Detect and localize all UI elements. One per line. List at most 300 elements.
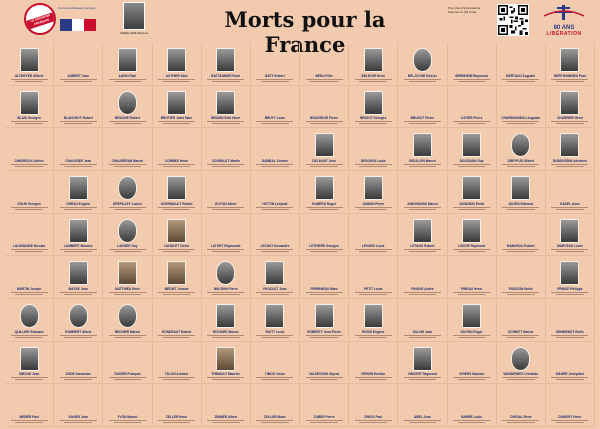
soldier-details <box>154 419 200 424</box>
memorial-card <box>349 171 398 214</box>
soldier-details <box>6 120 52 125</box>
soldier-details <box>399 419 445 424</box>
memorial-card <box>251 299 300 342</box>
soldier-details <box>104 120 150 125</box>
portrait-photo <box>364 304 383 328</box>
soldier-details <box>154 78 200 83</box>
soldier-details <box>6 163 52 168</box>
soldier-name: TIMOS Victor <box>264 372 285 377</box>
memorial-card <box>202 86 251 129</box>
soldier-details <box>55 248 101 253</box>
memorial-card <box>202 43 251 86</box>
soldier-name: AUTHIER Abel <box>165 73 188 78</box>
soldier-details <box>449 120 495 125</box>
soldier-details <box>104 291 150 296</box>
memorial-card <box>546 128 595 171</box>
soldier-details <box>203 419 249 424</box>
portrait-photo <box>560 261 579 285</box>
memorial-card <box>103 43 152 86</box>
soldier-name: ZIMMER Albert <box>214 415 238 419</box>
committee-name: Comité de Messein Ceintrey <box>58 6 96 10</box>
memorial-card <box>153 86 202 129</box>
soldier-details <box>498 206 544 211</box>
memorial-card <box>103 299 152 342</box>
soldier-details <box>104 248 150 253</box>
memorial-card <box>546 171 595 214</box>
soldier-details <box>6 206 52 211</box>
soldier-details <box>498 291 544 296</box>
soldier-details <box>399 78 445 83</box>
soldier-name: VINCENT Raymond <box>407 372 438 377</box>
soldier-details <box>55 419 101 424</box>
soldier-details <box>399 291 445 296</box>
soldier-name: ROBERTY Jean-Pierre <box>307 329 341 334</box>
soldier-name: JUZANSKI Émile <box>458 201 485 206</box>
soldier-details <box>399 206 445 211</box>
memorial-card <box>103 384 152 427</box>
portrait-photo <box>265 261 284 285</box>
soldier-name: DELAVAIT Jean <box>312 159 336 163</box>
soldier-name: JUNGHANNS Marcel <box>406 201 438 206</box>
memorial-card <box>251 171 300 214</box>
memorial-card <box>251 256 300 299</box>
memorial-card <box>202 128 251 171</box>
soldier-name: PERRINEAU Marc <box>310 287 338 291</box>
soldier-name: TALON Antoine <box>164 372 189 377</box>
soldier-name: LAMBERT Maurice <box>63 244 93 249</box>
soldier-name: RAMBERT Albert <box>65 329 92 334</box>
soldier-details <box>104 163 150 168</box>
portrait-photo <box>118 219 137 243</box>
soldier-name: SODE Alexandre <box>65 372 91 377</box>
soldier-name: MATTHIEU René <box>114 287 140 291</box>
soldier-details <box>399 120 445 125</box>
soldier-name: PAGOULT Jean <box>263 287 287 291</box>
soldier-details <box>252 419 298 424</box>
soldier-name: BLANCHOT Robert <box>63 116 93 121</box>
soldier-details <box>350 376 396 381</box>
memorial-card <box>398 299 447 342</box>
soldier-details <box>301 419 347 424</box>
soldier-details <box>547 120 593 125</box>
soldier-details <box>301 206 347 211</box>
soldier-details <box>547 163 593 168</box>
soldier-name: VERDIN Emilien <box>361 372 386 377</box>
portrait-photo <box>413 133 432 157</box>
memorial-card <box>153 256 202 299</box>
portrait-photo <box>462 176 481 200</box>
soldier-details <box>203 163 249 168</box>
portrait-photo <box>462 133 481 157</box>
soldier-details <box>547 376 593 381</box>
soldier-details <box>55 120 101 125</box>
soldier-name: SIBOUD Jean <box>18 372 40 377</box>
memorial-card <box>497 384 546 427</box>
portrait-photo <box>167 48 186 72</box>
soldier-details <box>301 334 347 339</box>
soldier-details <box>6 419 52 424</box>
soldier-name: GRÉAU Eugène <box>66 201 91 206</box>
portrait-photo <box>413 48 432 72</box>
memorial-card <box>202 299 251 342</box>
memorial-card <box>497 86 546 129</box>
portrait-photo <box>20 347 39 371</box>
memorial-card <box>448 384 497 427</box>
soldier-name: LEVARD Louis <box>362 244 385 249</box>
memorial-card <box>300 256 349 299</box>
soldier-name: DESOUFA Louis <box>360 159 386 163</box>
soldier-name: TASSER François <box>113 372 141 377</box>
memorial-card <box>349 128 398 171</box>
memorial-card <box>448 86 497 129</box>
soldier-name: BRUYT Louis <box>264 116 286 121</box>
soldier-details <box>301 120 347 125</box>
memorial-card <box>300 171 349 214</box>
portrait-photo <box>167 261 186 285</box>
soldier-name: GUYON Albert <box>214 201 237 206</box>
memorial-card <box>448 128 497 171</box>
portrait-photo <box>216 304 235 328</box>
soldier-details <box>203 376 249 381</box>
soldier-details <box>203 248 249 253</box>
portrait-photo <box>560 48 579 72</box>
memorial-card <box>54 86 103 129</box>
french-flag-icon <box>60 18 96 30</box>
portrait-photo <box>118 176 137 200</box>
memorial-card <box>497 171 546 214</box>
memorial-card <box>5 384 54 427</box>
soldier-details <box>252 78 298 83</box>
memorial-card <box>202 384 251 427</box>
memorial-card <box>546 384 595 427</box>
soldier-name: COURAULT Martin <box>211 159 240 163</box>
soldier-name: CHARROUX Adrien <box>14 159 44 163</box>
memorial-card <box>251 214 300 257</box>
soldier-name: BRIGOT Georges <box>360 116 387 121</box>
soldier-name: DAMBAL Jérôme <box>261 159 288 163</box>
soldier-name: AUDIN Paul <box>118 73 137 78</box>
memorial-grid <box>5 43 595 427</box>
soldier-name: MARTIN Joseph <box>16 287 42 291</box>
soldier-name: LANGER Guy <box>117 244 138 249</box>
soldier-name: GUERINAULT Robert <box>160 201 193 206</box>
memorial-card <box>202 171 251 214</box>
portrait-photo <box>413 347 432 371</box>
soldier-name: CHARBONNEAU Auguste <box>501 116 541 121</box>
soldier-details <box>203 120 249 125</box>
memorial-card <box>546 342 595 385</box>
soldier-name: WEBER Paul <box>19 415 39 419</box>
soldier-details <box>252 206 298 211</box>
soldier-details <box>498 163 544 168</box>
soldier-details <box>6 291 52 296</box>
memorial-card <box>497 214 546 257</box>
memorial-card <box>349 214 398 257</box>
soldier-name: MEDIET Jeanne <box>164 287 189 291</box>
soldier-name: BERTAUD Auguste <box>506 73 536 78</box>
cross-of-lorraine-icon <box>540 4 588 20</box>
memorial-card <box>153 384 202 427</box>
soldier-name: SCHMITT Marcel <box>508 329 534 334</box>
soldier-name: RIOTT Louis <box>265 329 285 334</box>
soldier-name: BLAIS Georges <box>17 116 41 121</box>
soldier-name: YVON Marcel <box>117 415 138 419</box>
qr-code-icon[interactable] <box>497 4 529 36</box>
memorial-card <box>497 342 546 385</box>
soldier-details <box>498 248 544 253</box>
portrait-photo <box>216 91 235 115</box>
soldier-name: DREYFUS Gilbert <box>507 159 534 163</box>
portrait-photo <box>511 133 530 157</box>
soldier-name: MARCEAU Louis <box>557 244 583 249</box>
soldier-details <box>350 120 396 125</box>
soldier-name: DOUSSAIN Guy <box>459 159 484 163</box>
soldier-name: CATIER Pierre <box>460 116 483 121</box>
soldier-details <box>547 248 593 253</box>
soldier-name: CHEVAL René <box>509 415 532 419</box>
soldier-name: PINEAU Henri <box>461 287 483 291</box>
memorial-card <box>300 43 349 86</box>
memorial-card <box>103 171 152 214</box>
soldier-name: ZOLLER Marie <box>263 415 286 419</box>
soldier-details <box>301 376 347 381</box>
portrait-photo <box>118 91 137 115</box>
memorial-card <box>497 43 546 86</box>
portrait-photo <box>364 48 383 72</box>
soldier-name: ALTMEYER Gilbert <box>14 73 44 78</box>
soldier-name: DUMONT Henri <box>558 415 582 419</box>
memorial-card <box>398 256 447 299</box>
memorial-card <box>251 128 300 171</box>
soldier-details <box>154 376 200 381</box>
memorial-card <box>349 43 398 86</box>
soldier-name: BERTHOMMIEU Paul <box>554 73 586 78</box>
soldier-details <box>498 120 544 125</box>
memorial-card <box>448 342 497 385</box>
soldier-name: ZUBER Pierre <box>313 415 335 419</box>
memorial-card <box>398 43 447 86</box>
memorial-card <box>153 214 202 257</box>
soldier-name: ZELLER Henri <box>165 415 188 419</box>
memorial-card <box>251 384 300 427</box>
soldier-details <box>547 206 593 211</box>
soldier-details <box>154 334 200 339</box>
soldier-name: SALOM Jean <box>412 329 433 334</box>
soldier-name: BRACHE Robert <box>115 116 140 121</box>
soldier-details <box>252 248 298 253</box>
soldier-name: BRASSEUR Pierre <box>310 116 338 121</box>
soldier-details <box>203 291 249 296</box>
soldier-name: CHAUDERAN Marcel <box>111 159 144 163</box>
memorial-card <box>103 86 152 129</box>
soldier-name: BATTANNIER René <box>211 73 241 78</box>
soldier-name: BARRE Louis <box>461 415 482 419</box>
souvenir-francais-logo: LE SOUVENIR FRANÇAIS <box>24 3 56 35</box>
portrait-photo <box>462 304 481 328</box>
soldier-name: VALSEGGINI Ulysse <box>308 372 340 377</box>
soldier-name: COMBES Henri <box>165 159 189 163</box>
portrait-photo <box>364 176 383 200</box>
memorial-card <box>398 128 447 171</box>
soldier-details <box>498 376 544 381</box>
soldier-details <box>154 163 200 168</box>
soldier-details <box>449 334 495 339</box>
memorial-card <box>546 214 595 257</box>
portrait-photo <box>69 219 88 243</box>
soldier-details <box>350 206 396 211</box>
memorial-card <box>546 43 595 86</box>
portrait-photo <box>118 48 137 72</box>
soldier-details <box>55 291 101 296</box>
soldier-details <box>399 334 445 339</box>
memorial-card <box>5 171 54 214</box>
soldier-details <box>449 248 495 253</box>
memorial-card <box>54 384 103 427</box>
memorial-card <box>5 256 54 299</box>
memorial-card <box>349 384 398 427</box>
memorial-card <box>300 214 349 257</box>
memorial-card <box>300 86 349 129</box>
soldier-details <box>547 291 593 296</box>
soldier-name: LANGLET Victor <box>164 244 190 249</box>
soldier-name: BÉDU Félix <box>315 73 333 78</box>
soldier-details <box>6 78 52 83</box>
portrait-photo <box>167 176 186 200</box>
soldier-name: XAVIER Jean <box>68 415 89 419</box>
soldier-name: CHARRIER Henri <box>556 116 583 121</box>
soldier-details <box>252 291 298 296</box>
soldier-details <box>301 163 347 168</box>
soldier-details <box>55 376 101 381</box>
soldier-name: AUBERT Jean <box>67 73 89 78</box>
memorial-card <box>54 214 103 257</box>
portrait-photo <box>69 261 88 285</box>
memorial-card <box>5 214 54 257</box>
soldier-name: VIVIERS Maurice <box>458 372 485 377</box>
memorial-card <box>153 342 202 385</box>
portrait-photo <box>315 304 334 328</box>
soldier-details <box>301 78 347 83</box>
memorial-card <box>5 86 54 129</box>
info-text: Pour plus d'informations Scannez le QR Code <box>448 6 481 15</box>
memorial-card <box>103 342 152 385</box>
soldier-details <box>498 419 544 424</box>
soldier-details <box>350 163 396 168</box>
soldier-details <box>449 376 495 381</box>
soldier-details <box>252 163 298 168</box>
soldier-details <box>154 291 200 296</box>
memorial-card <box>448 299 497 342</box>
soldier-name: HOTTIN Léopold <box>262 201 288 206</box>
soldier-details <box>498 334 544 339</box>
memorial-card <box>54 299 103 342</box>
soldier-name: LETHIERE Georges <box>309 244 339 249</box>
memorial-card <box>300 128 349 171</box>
memorial-card <box>153 171 202 214</box>
memorial-card <box>448 43 497 86</box>
liberation-80-logo <box>540 4 588 38</box>
memorial-card <box>103 128 152 171</box>
soldier-details <box>350 291 396 296</box>
soldier-name: JAMAIN Pierre <box>362 201 385 206</box>
portrait-photo <box>216 347 235 371</box>
soldier-name: PINGUE André <box>411 287 434 291</box>
memorial-card <box>5 342 54 385</box>
soldier-name: ROSSI Eugène <box>362 329 385 334</box>
soldier-details <box>104 334 150 339</box>
soldier-name: ABEL Jean <box>414 415 431 419</box>
soldier-details <box>449 163 495 168</box>
memorial-card <box>54 128 103 171</box>
soldier-name: POISSON Emile <box>508 287 533 291</box>
soldier-name: BERNHEIM Raymond <box>455 73 488 78</box>
soldier-name: THIBAULT Maurice <box>211 372 241 377</box>
memorial-card <box>398 214 447 257</box>
memorial-card <box>5 43 54 86</box>
soldier-details <box>104 78 150 83</box>
soldier-name: HUMERU Roger <box>312 201 337 206</box>
portrait-photo <box>560 219 579 243</box>
memorial-card <box>103 214 152 257</box>
portrait-photo <box>560 91 579 115</box>
soldier-details <box>399 248 445 253</box>
soldier-name: GREFILLEY Lucien <box>112 201 142 206</box>
portrait-photo <box>69 176 88 200</box>
memorial-card <box>448 171 497 214</box>
soldier-name: LISCHE Raymond <box>458 244 486 249</box>
soldier-details <box>55 163 101 168</box>
memorial-card <box>300 299 349 342</box>
soldier-details <box>55 334 101 339</box>
portrait-photo <box>118 304 137 328</box>
memorial-card <box>202 256 251 299</box>
memorial-card <box>153 299 202 342</box>
memorial-card <box>497 299 546 342</box>
portrait-photo <box>511 176 530 200</box>
memorial-card <box>497 256 546 299</box>
portrait-photo <box>265 304 284 328</box>
memorial-card <box>251 342 300 385</box>
memorial-card <box>448 256 497 299</box>
soldier-details <box>350 419 396 424</box>
soldier-details <box>399 376 445 381</box>
anniversary-years: 80 ANS <box>553 25 575 31</box>
portrait-photo <box>216 261 235 285</box>
soldier-name: WAGER Joséphine <box>555 372 585 377</box>
memorial-card <box>546 86 595 129</box>
memorial-card <box>497 128 546 171</box>
portrait-photo <box>20 48 39 72</box>
soldier-details <box>449 419 495 424</box>
soldier-details <box>104 376 150 381</box>
soldier-details <box>203 206 249 211</box>
soldier-details <box>449 291 495 296</box>
soldier-details <box>154 120 200 125</box>
portrait-photo <box>560 133 579 157</box>
memorial-card <box>103 256 152 299</box>
portrait-photo <box>315 133 334 157</box>
soldier-details <box>350 78 396 83</box>
soldier-name: BATY Robert <box>265 73 285 78</box>
soldier-name: CHAUSSEE Jean <box>65 159 92 163</box>
soldier-name: LECHAT Alexandre <box>260 244 290 249</box>
soldier-details <box>301 248 347 253</box>
soldier-name: KADEL Anne <box>560 201 580 206</box>
soldier-details <box>449 206 495 211</box>
portrait-photo <box>364 91 383 115</box>
memorial-card <box>349 342 398 385</box>
soldier-details <box>6 248 52 253</box>
